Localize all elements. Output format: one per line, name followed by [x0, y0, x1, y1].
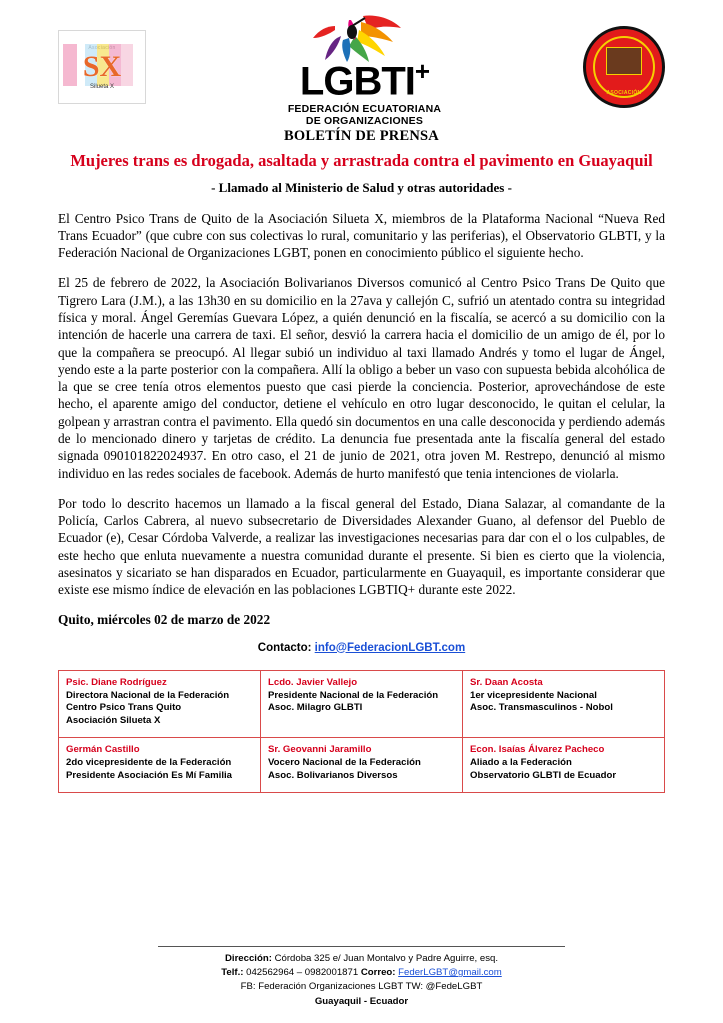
- silueta-name-label: Silueta X: [89, 83, 114, 90]
- signatory-cell: [59, 738, 261, 793]
- signatory-role: Presidente Nacional de la Federación: [268, 689, 439, 701]
- hummingbird-icon: [215, 12, 515, 64]
- document-subheading: - Llamado al Ministerio de Salud y otras autoridades -: [211, 179, 512, 195]
- lgbti-text: LGBTI: [299, 59, 415, 104]
- place-and-date: Quito, miércoles 02 de marzo de 2022: [58, 611, 271, 627]
- contact-email-link[interactable]: info@FederacionLGBT.com: [314, 641, 466, 654]
- contact-line: [58, 642, 665, 654]
- federacion-line2: DE ORGANIZACIONES: [305, 115, 424, 128]
- header-logos: [58, 10, 665, 126]
- signatory-org-1: Centro Psico Trans Quito: [66, 702, 182, 714]
- footer-phone-label: Telf.:: [221, 967, 244, 979]
- federacion-lgbti-logo: [215, 12, 515, 127]
- signatory-name: Germán Castillo: [66, 744, 140, 756]
- signatory-name: Sr. Daan Acosta: [470, 676, 543, 688]
- signatory-name: Econ. Isaías Álvarez Pacheco: [470, 744, 605, 756]
- federacion-line1: FEDERACIÓN ECUATORIANA: [287, 103, 442, 116]
- paragraph-3: Por todo lo descrito hacemos un llamado a la fiscal general del Estado, Diana Salazar, al comandante de la Policía, Carlos Cabrera, al nuevo subsecretario de Diversidades Alexander Guano, al defensor del Pueblo de Ecuador (e), Cesar Córdoba Valverde, a realizar las investigaciones necesarias para dar con el o los culpables, de este hecho que enluta nuevamente a nuestra comunidad durante el presente. Si bien es cierto que la violencia, asesinatos y sicariato se han disparados en Ecuador, particularmente en Guayaquil, es importante considerar que existe ese mismo índice de elevación en las poblaciones LGBTIQ+ durante este 2022.: [58, 495, 665, 598]
- seal-ring-icon: [593, 36, 655, 98]
- paragraph-1: El Centro Psico Trans de Quito de la Asociación Silueta X, miembros de la Plataforma Nacional “Nueva Red Trans Ecuador” (que cubre con sus colectivas lo rural, comunitario y las periferias), el Observatorio GLBTI, y la Federación Nacional de Organizaciones LGBT, ponen en conocimiento público el siguiente hecho.: [58, 210, 665, 261]
- paragraph-2: El 25 de febrero de 2022, la Asociación Bolivarianos Diversos comunicó al Centro Psico Trans De Quito que Tigrero Lara (J.M.), a las 13h30 en su domicilio en la 27ava y callejón C, sufrió un atentado contra su integridad física y moral. Ángel Geremías Guevara López, a quién denunció en la fiscalía, se acercó a su domicilio con la intención de hacerle una carrera de taxi. El señor, desvió la carrera hacia el domicilio de un amigo de él, por lo que la compañera se preocupó. Al llegar subió un individuo al taxi llamado Andrés y tomo el lugar de Ángel, yendo este a la parte posterior con la compañera. Allí la obligo a beber un vaso con supuesta bebida alcohólica de la que se cree tenía otros elementos puesto que casi pierde la conciencia. Posterior, aprovechándose de este hecho, el aparente amigo del conductor, detiene el vehículo en otro lugar desconocido, le quitan el celular, la golpean y arrastran contra el pavimento. Ella quedó sin documentos en una calle desconocida y perdiendo además de lo mencionado dinero y tarjetas de crédito. La denuncia fue presentada ante la fiscalía general del estado signada 090101822024937. En otro caso, el 21 de junio de 2021, otra joven M. Restrepo, denunció al mismo individuo en las redes sociales de facebook. Además de hurto manifestó que tenia intenciones de violarla.: [58, 275, 665, 481]
- seal-caption: ASOCIACIÓN: [606, 90, 642, 96]
- page-footer: [58, 946, 665, 1007]
- signatory-name: Psic. Diane Rodríguez: [66, 676, 167, 688]
- silueta-x-logo: [58, 30, 146, 104]
- signatory-role: 2do vicepresidente de la Federación: [66, 757, 232, 769]
- signatory-cell: [59, 670, 261, 738]
- signatory-cell: [463, 670, 665, 738]
- signatory-org-1: Observatorio GLBTI de Ecuador: [470, 770, 617, 782]
- footer-social: FB: Federación Organizaciones LGBT TW: @FedeLGBT: [240, 981, 483, 993]
- signatory-org-1: Presidente Asociación Es Mí Familia: [66, 770, 232, 782]
- body-text: [58, 210, 665, 599]
- footer-address: [58, 952, 665, 966]
- table-row: [59, 738, 665, 793]
- footer-email-link[interactable]: FederLGBT@gmail.com: [398, 967, 502, 979]
- footer-city: Guayaquil - Ecuador: [314, 996, 409, 1007]
- signatory-name: Sr. Geovanni Jaramillo: [268, 744, 372, 756]
- signatory-role: 1er vicepresidente Nacional: [470, 689, 597, 701]
- signatory-org-1: Asoc. Transmasculinos - Nobol: [470, 702, 613, 714]
- footer-contact: [58, 966, 665, 980]
- signatory-role: Aliado a la Federación: [470, 757, 572, 769]
- document-kicker: BOLETÍN DE PRENSA: [284, 128, 439, 144]
- footer-address-label: Dirección:: [224, 953, 272, 965]
- footer-phone-value: 042562964 – 0982001871: [246, 967, 359, 979]
- page-title: Mujeres trans es drogada, asaltada y arrastrada contra el pavimento en Guayaquil: [70, 151, 653, 170]
- footer-address-value: Córdoba 325 e/ Juan Montalvo y Padre Aguirre, esq.: [274, 953, 499, 965]
- signatory-org-2: Asociación Silueta X: [66, 715, 161, 727]
- signatory-cell: [261, 670, 463, 738]
- lgbti-wordmark: [215, 56, 515, 104]
- table-row: [59, 670, 665, 738]
- signatory-org-1: Asoc. Bolivarianos Diversos: [268, 770, 398, 782]
- signatory-role: Directora Nacional de la Federación: [66, 689, 230, 701]
- contact-label: Contacto:: [257, 641, 312, 654]
- silueta-sx-letters: SX: [82, 49, 122, 83]
- footer-email-label: Correo:: [360, 967, 396, 979]
- signatories-table: [58, 670, 665, 794]
- signatory-cell: [261, 738, 463, 793]
- signatory-org-1: Asoc. Milagro GLBTI: [268, 702, 363, 714]
- signatory-role: Vocero Nacional de la Federación: [268, 757, 421, 769]
- lgbti-plus: +: [414, 56, 430, 86]
- signatory-name: Lcdo. Javier Vallejo: [268, 676, 358, 688]
- footer-divider: [158, 946, 565, 947]
- bolivarianos-seal-logo: [583, 26, 665, 108]
- signatory-cell: [463, 738, 665, 793]
